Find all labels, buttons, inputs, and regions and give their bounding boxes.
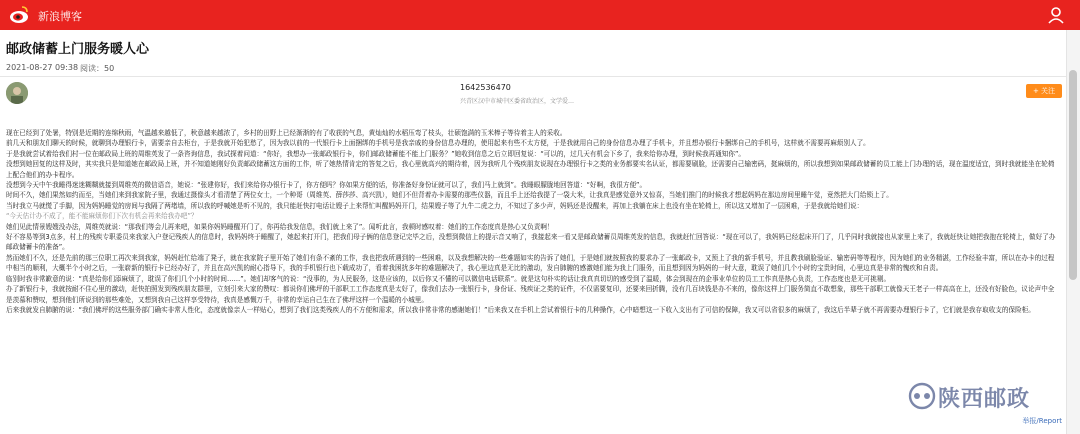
vertical-scrollbar[interactable] bbox=[1066, 30, 1080, 434]
article-quote: “今天估计办不成了，能不能麻烦你们下次有机会再来给我办吧”？ bbox=[6, 212, 198, 221]
brand-name[interactable]: 新浪博客 bbox=[38, 10, 82, 23]
read-count: 阅读：50 bbox=[80, 64, 115, 73]
article-paragraph: 她们见此情景嫂嫂没办法，周维英就说：“那我们等会儿再来吧，如果你妈妈睡醒开门了，你再给我发信息，我们就上来了”。闻听此言，我顿时感叹着：她们的工作态度真是热心又负责啊！ bbox=[6, 222, 554, 231]
author-avatar[interactable] bbox=[6, 82, 28, 104]
post-title: 邮政储蓄上门服务暖人心 bbox=[6, 42, 150, 57]
article-paragraph: 现在已经到了处暑，特别是近期的连绵秋雨，气温越来越低了，秋意越来越浓了，乡村的田野上已经渐渐的有了收获的气息，黄灿灿的水稻压弯了枝头，壮硕饱满的玉米棒子等待着主人的采收。 bbox=[6, 129, 567, 137]
article-paragraph: 时间不久，她们果然如约而至，当她们来到我家院子里，我通过摄像头才看清楚了两位女士，一个种哥（周维英、薛莎莎、高兴凯），她们不但背着办卡需要的那些仪器，而且手上还给我提了一袋大米，让我真是感觉意外又惊喜，当她们推门的时候我才想起妈妈在那边房间里睡午觉，竟然把大门给锁上了。 bbox=[6, 191, 893, 200]
article-paragraph: 于是我就尝试着给我们村一位在邮政局上班的周维英发了一条咨询信息，我试探着问道：“你好，我想办一张邮政银行卡，你们邮政储蓄能不能上门服务？”她收到信息之后立即回复说：“可以的，过几天有机会下乡了，我来给你办理，到时候我再通知你”。 bbox=[6, 149, 745, 158]
author-id[interactable]: 1642536470 bbox=[460, 83, 511, 92]
follow-button[interactable]: + 关注 bbox=[1026, 84, 1062, 98]
watermark bbox=[908, 376, 1058, 416]
divider bbox=[0, 76, 1066, 77]
article-paragraph: 临别时我非常歉意的说：“真是给你们添麻烦了，耽误了你们几个小时的时间……”。她们却客气的说：“没事的，为人民服务，这是应该的，以后你又不懂的可以微信电话联系”。就是这句朴实的话让我真真切切的感受到了温暖，体会到现在的企事业单位的员工工作真是热心负责，工作态度也是无可挑剔。 bbox=[6, 274, 891, 283]
top-navigation-bar bbox=[0, 0, 1080, 30]
article-paragraph: 当时我立马就慌了手脚，因为妈妈睡觉的房间与我隔了两堵墙，所以我的呼喊她是听不见的，我只能赶快打电话让嫂子上来帮忙叫醒妈妈开门，结果嫂子等了九牛二虎之力，不知过了多少声，妈妈还是没醒来，再加上我躺在床上也没有坐在轮椅上，所以这又增加了一层困难，于是我就给她们说： bbox=[6, 201, 864, 210]
article-paragraph: 办了新银行卡，我就按耐不住心里的激动，赶快拍照发到残疾朋友群里，立刻引来大家的赞叹：都说你们佛坪的干部职工工作态度真是太好了，像我们去办一张银行卡，身份证、残疾证之类的证件，不仅需要复印，还要来回折腾，没有几百块钱是办不来的，像你这样上门服务简直不敢想象，那些干部职工就像天王老子一样高高在上，还没有好脸色，议论声中全是羡慕和赞叹，想到他们所说到的那些难处，又想到我自己这样享受特待，我真是感慨万千，非常的幸运自己生在了佛坪这样一个温暖的小城里。 bbox=[6, 285, 1055, 304]
article-paragraph: 好不容易等到3点多，村上的残疾专职委员来我家入户登记残疾人的信息时，我妈妈终于睡醒了，她起来打开门，把我们母子俩的信息登记完毕之后，没想到微信上的提示音又响了，我接起来一看又是邮政储蓄员周维英发的信息，我就赶忙回答说：“现在可以了，我妈妈已经起床开门了，几乎同时我就接也从家里上来了，我就赶快让她把我抱在轮椅上，做好了办邮政储蓄卡的准备”。 bbox=[6, 233, 1056, 252]
author-description: 兴青区汉中市城中区委省政治区，文学爱… bbox=[460, 98, 575, 105]
wechat-channel-icon bbox=[908, 382, 936, 410]
user-icon[interactable] bbox=[1046, 5, 1066, 25]
article-paragraph: 后来我就发自肺腑的说：“我们佛坪的这些服务部门确实非常人性化，态度就像亲人一样贴心，想到了我们这类残疾人的不方便和需求，所以我非常非常的感谢她们！”后来我又在手机上尝试着银行卡的几种操作，心中暗想这一下收入支出有了可信的保障，我又可以省很多的麻烦了，我这后半辈子就不再需要办理银行卡了，它们就是我存取收支的保险柜。 bbox=[6, 305, 1035, 314]
post-date: 2021-08-27 09:38 bbox=[6, 63, 79, 72]
watermark-text: 陕西邮政 bbox=[938, 387, 1031, 412]
article-paragraph: 然而她们不久，还是先前的那三位职工再次来到我家，妈妈赶忙给端了凳子，就在我家院子里开始了她们有条不紊的工作，我也把我所遇到的一些困难，以及我想解决的一些难题如实的告诉了她们，于是她们就按照我的要求办了一张邮政卡，又预上了我的新手机号，并且教我刷脸验证、输密码等等程序，因为她们的业务精湛，工作经验丰富，所以在办卡的过程中相当的顺利，大概半个小时之后，一张崭新的银行卡已经办好了，并且在高兴凯的耐心指导下，我的手机银行也下载成功了，看着我困扰多年的难题解决了，我心里边真是无比的激动，发自肺腑的感激她们能为我上门服务，而且想到因为妈妈的一时大意，耽误了她们几个小时的宝贵时间，心里边真是非常的愧疚和自责。 bbox=[6, 253, 1055, 273]
article-paragraph: 没想到她回复的这样及时，其实我只是知道她在邮政局上班，并不知道她刚好负责邮政储蓄这方面的工作，听了她热情肯定的答复之后，我心里就高兴的期待着，因为我听几个残疾朋友说现在办理银行卡之类的业务都要实名认证，都需要刷脸，还需要自己输密码，挺麻烦的，所以我想到如果邮政储蓄的员工能上门办理的话，现在温度适宜，到时我就能坐在轮椅上配合他们的办卡程序。 bbox=[6, 160, 1055, 179]
avatar-image bbox=[6, 82, 28, 104]
report-link[interactable]: 举报/Report bbox=[1022, 417, 1062, 425]
article-paragraph: 没想到今天中午我睡得迷迷糊糊就接到周维英的微信语音，她说：“张建你好，我们来给你办银行卡了，你方便吗？你如果方便的话，你准备好身份证就可以了，我们马上就到”。我睡眼朦胧地回答道：“好啊，我很方便”。 bbox=[6, 181, 647, 190]
article-body bbox=[6, 128, 1058, 418]
sina-logo-icon[interactable] bbox=[8, 4, 30, 26]
article-paragraph: 前几天和朋友们聊天的时候，就聊到办理银行卡，需要亲自去柜台，于是我就开始犯愁了，因为我以前的一代银行卡上面捆绑的手机号是我亲戚的身份信息办理的，使用起来有些不太方便，于是我就用自己的身份信息办理了手机卡，并且想办银行卡捆绑自己的手机号，这样就不需要再麻烦别人了。 bbox=[6, 139, 870, 148]
scrollbar-thumb[interactable] bbox=[1069, 70, 1077, 280]
